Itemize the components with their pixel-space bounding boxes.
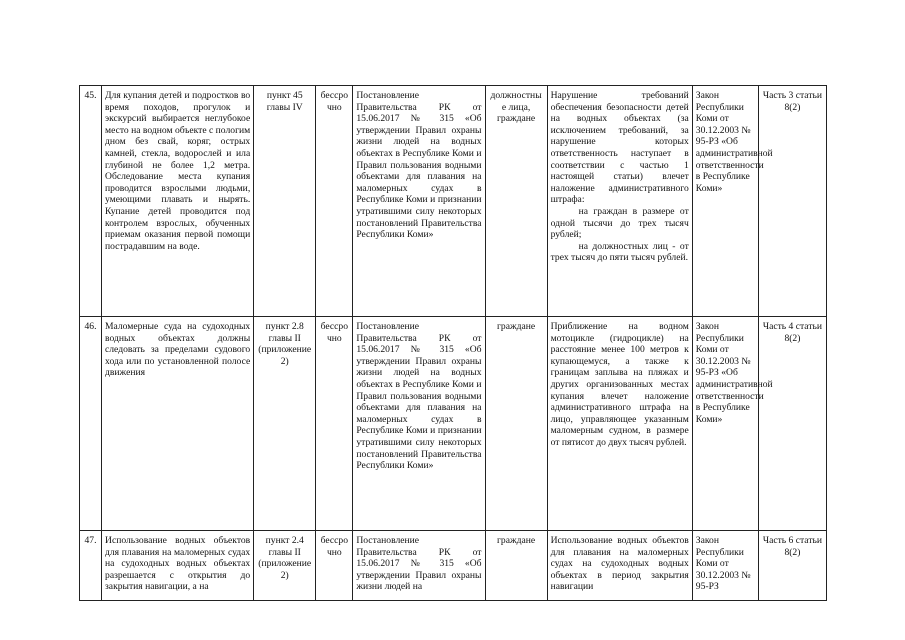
row-number: 47. (80, 531, 102, 601)
table-row (80, 317, 827, 531)
legal-act: Постановление Правительства РК от 15.06.2017 № 315 «Об утверждении Правил охраны жизни людей на (353, 531, 485, 601)
point-reference: пункт 2.4 главы II (приложение 2) (254, 531, 316, 601)
law-reference: Закон Республики Коми от 30.12.2003 № 95-РЗ «Об административной ответственности в Республике Коми» (692, 317, 758, 531)
point-reference: пункт 2.8 главы II (приложение 2) (254, 317, 316, 531)
legal-act: Постановление Правительства РК от 15.06.2017 № 315 «Об утверждении Правил охраны жизни людей на водных объектах в Республике Коми и Правил пользования водными объектами для плавания на маломерных судах в Республике Коми и признании утратившими силу некоторых постановлений Правительства Республики Коми» (353, 86, 485, 317)
point-reference: пункт 45 главы IV (254, 86, 316, 317)
table-row (80, 86, 827, 317)
article-reference: Часть 4 статьи 8(2) (758, 317, 826, 531)
article-reference: Часть 3 статьи 8(2) (758, 86, 826, 317)
subjects-cell: граждане (485, 317, 547, 531)
requirement-text: Использование водных объектов для плавания на маломерных судах на судоходных водных объектах разрешается с открытия до закрытия навигации, а на (102, 531, 254, 601)
violation-paragraph: Приближение на водном мотоцикле (гидроцикле) на расстояние менее 100 метров к купающемуся, а также к границам заплыва на пляжах и других организованных местах купания влечет наложение административного штрафа на лицо, управляющее указанным маломерным судном, в размере от пятисот до двух тысяч рублей. (550, 321, 689, 448)
term-cell: бессро чно (316, 86, 353, 317)
violation-cell (547, 86, 692, 317)
law-reference: Закон Республики Коми от 30.12.2003 № 95-РЗ (692, 531, 758, 601)
requirement-text: Для купания детей и подростков во время походов, прогулок и экскурсий выбирается неглубокое место на водном объекте с пологим дном без свай, коряг, острых камней, стекла, водорослей и ила глубиной не более 1,2 метра. Обследование места купания проводится взрослыми людьми, умеющими плавать и нырять. Купание детей проводится под контролем взрослых, обученных приемам оказания первой помощи пострадавшим на воде. (102, 86, 254, 317)
term-cell: бессро чно (316, 317, 353, 531)
requirement-text: Маломерные суда на судоходных водных объектах должны следовать за пределами судового хода или по установленной полосе движения (102, 317, 254, 531)
requirements-table (79, 85, 827, 601)
violation-paragraph: на граждан в размере от одной тысячи до трех тысяч рублей; (550, 205, 689, 241)
row-number: 46. (80, 317, 102, 531)
violation-cell (547, 317, 692, 531)
subjects-cell: должностны е лица, граждане (485, 86, 547, 317)
table-row (80, 531, 827, 601)
violation-paragraph: Нарушение требований обеспечения безопасности детей на водных объектах (за исключением требований, за нарушение которых ответственность наступает в соответствии с частью 1 настоящей статьи) влечет наложение административного штрафа: (550, 90, 689, 206)
subjects-cell: граждане (485, 531, 547, 601)
violation-paragraph: Использование водных объектов для плавания на маломерных судах на судоходных водных объектах в период закрытия навигации (550, 535, 689, 593)
legal-act: Постановление Правительства РК от 15.06.2017 № 315 «Об утверждении Правил охраны жизни людей на водных объектах в Республике Коми и Правил пользования водными объектами для плавания на маломерных судах в Республике Коми и признании утратившими силу некоторых постановлений Правительства Республики Коми» (353, 317, 485, 531)
law-reference: Закон Республики Коми от 30.12.2003 № 95-РЗ «Об административной ответственности в Республике Коми» (692, 86, 758, 317)
row-number: 45. (80, 86, 102, 317)
term-cell: бессро чно (316, 531, 353, 601)
violation-paragraph: на должностных лиц - от трех тысяч до пяти тысяч рублей. (550, 240, 689, 264)
violation-cell (547, 531, 692, 601)
article-reference: Часть 6 статьи 8(2) (758, 531, 826, 601)
